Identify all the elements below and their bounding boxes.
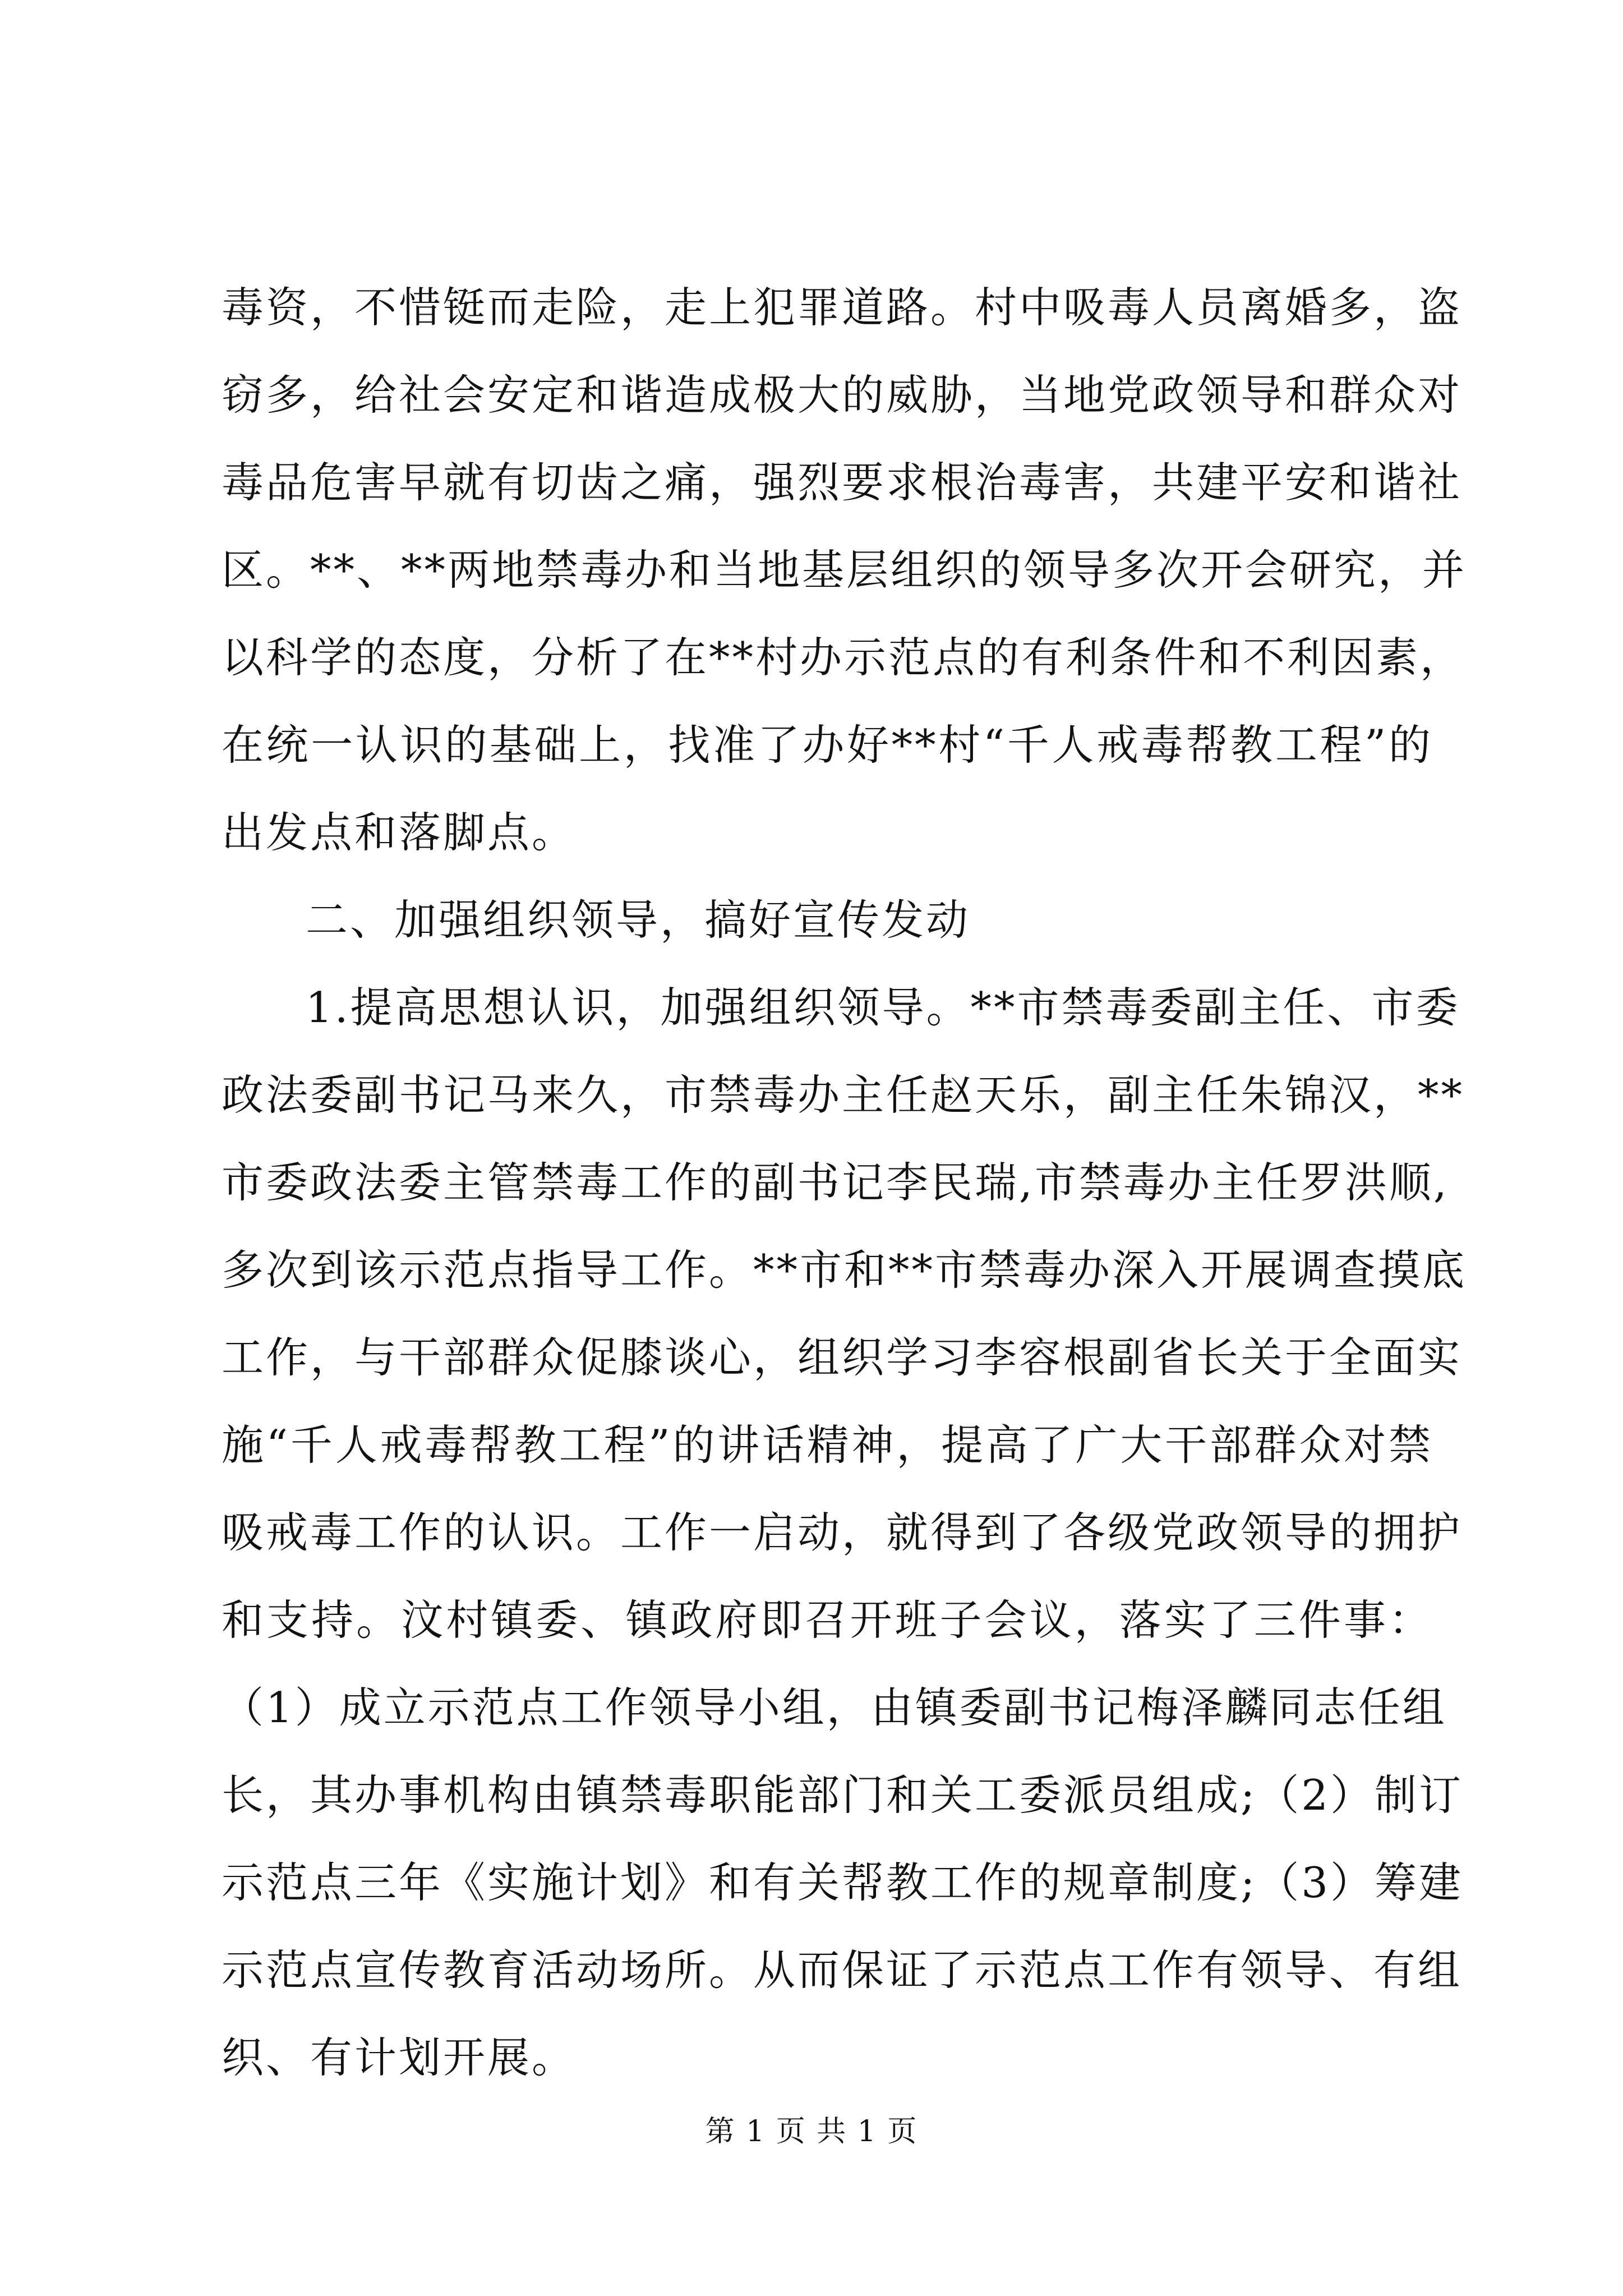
text-line: 工作，与干部群众促膝谈心，组织学习李容根副省长关于全面实 [222,1333,1463,1382]
text-line: 多次到该示范点指导工作。**市和**市禁毒办深入开展调查摸底 [222,1245,1467,1295]
text-line: 出发点和落脚点。 [222,808,577,857]
text-line: 示范点三年《实施计划》和有关帮教工作的规章制度;（3）筹建 [222,1858,1463,1907]
text-line: （1）成立示范点工作领导小组，由镇委副书记梅泽麟同志任组 [222,1683,1447,1732]
text-line: 和支持。汶村镇委、镇政府即召开班子会议，落实了三件事： [222,1595,1433,1645]
page-number-footer: 第 1 页 共 1 页 [705,2115,918,2148]
text-line: 吸戒毒工作的认识。工作一启动，就得到了各级党政领导的拥护 [222,1508,1463,1557]
text-line: 1.提高思想认识，加强组织领导。**市禁毒委副主任、市委 [306,983,1460,1032]
document-body [222,264,1467,2101]
text-line: 以科学的态度，分析了在**村办示范点的有利条件和不利因素， [222,633,1465,682]
text-line: 毒品危害早就有切齿之痛，强烈要求根治毒害，共建平安和谐社 [222,458,1463,507]
text-line: 毒资，不惜铤而走险，走上犯罪道路。村中吸毒人员离婚多，盗 [222,283,1463,332]
text-line: 在统一认识的基础上，找准了办好**村“千人戒毒帮教工程”的 [222,720,1433,770]
text-line: 窃多，给社会安定和谐造成极大的威胁，当地党政领导和群众对 [222,370,1463,420]
text-line: 区。**、**两地禁毒办和当地基层组织的领导多次开会研究，并 [222,545,1467,595]
text-line: 织、有计划开展。 [222,2033,577,2082]
text-line: 施“千人戒毒帮教工程”的讲话精神，提高了广大干部群众对禁 [222,1420,1433,1470]
text-line: 示范点宣传教育活动场所。从而保证了示范点工作有领导、有组 [222,1945,1463,1995]
text-line: 政法委副书记马来久，市禁毒办主任赵天乐，副主任朱锦汉，** [222,1070,1465,1120]
text-line: 市委政法委主管禁毒工作的副书记李民瑞,市禁毒办主任罗洪顺, [222,1158,1449,1207]
text-line: 长，其办事机构由镇禁毒职能部门和关工委派员组成;（2）制订 [222,1770,1463,1820]
section-heading: 二、加强组织领导，搞好宣传发动 [306,895,971,945]
